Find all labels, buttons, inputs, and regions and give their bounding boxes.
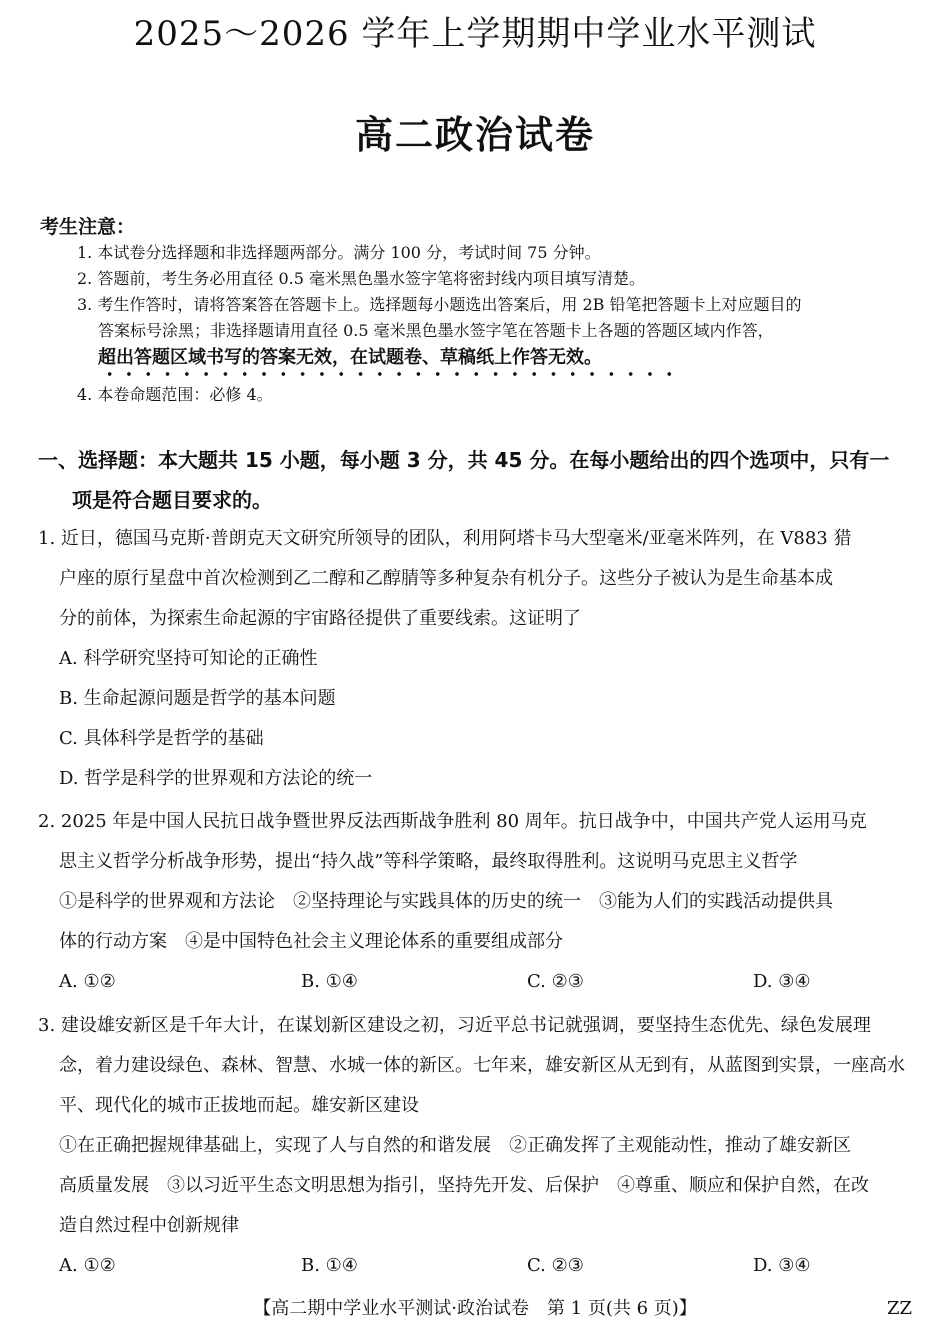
question-1-option-c: C. 具体科学是哲学的基础 [59,728,264,749]
section-heading-line2: 项是符合题目要求的。 [72,488,272,512]
question-3-stem-line1: 3. 建设雄安新区是千年大计，在谋划新区建设之初，习近平总书记就强调，要坚持生态优先、绿色发展理 [38,1015,871,1036]
question-1-option-d: D. 哲学是科学的世界观和方法论的统一 [59,768,373,789]
notice-heading: 考生注意： [40,216,136,238]
notice-item-1: 1. 本试卷分选择题和非选择题两部分。满分 100 分，考试时间 75 分钟。 [77,243,601,262]
question-1-option-b: B. 生命起源问题是哲学的基本问题 [59,688,336,709]
question-1-stem-line3: 分的前体，为探索生命起源的宇宙路径提供了重要线索。这证明了 [59,608,581,629]
question-2 [38,802,916,1002]
question-1-stem-line1: 1. 近日，德国马克斯·普朗克天文研究所领导的团队，利用阿塔卡马大型毫米/亚毫米阵列，在 V883 猎 [38,528,852,549]
question-3-option-d: D. ③④ [753,1255,811,1276]
question-2-option-c: C. ②③ [527,971,584,992]
notice-item-3-line2: 答案标号涂黑；非选择题请用直径 0.5 毫米黑色墨水签字笔在答题卡上各题的答题区域内作答， [98,321,774,340]
exam-title-subject: 高二政治试卷 [354,112,595,157]
question-2-option-d: D. ③④ [753,971,811,992]
question-1 [38,519,916,799]
emphasis-dots [100,370,680,378]
question-3-items-line3: 造自然过程中创新规律 [59,1215,239,1236]
notice-item-4: 4. 本卷命题范围：必修 4。 [77,385,273,404]
question-2-option-a: A. ①② [59,971,116,992]
notice-item-3 [77,292,917,372]
question-3-option-a: A. ①② [59,1255,116,1276]
exam-title-line1: 2025～2026 学年上学期期中学业水平测试 [133,14,817,54]
question-2-stem-line1: 2. 2025 年是中国人民抗日战争暨世界反法西斯战争胜利 80 周年。抗日战争中，中国共产党人运用马克 [38,811,867,832]
question-3-stem-line3: 平、现代化的城市正拔地而起。雄安新区建设 [59,1095,419,1116]
notice-item-3-line1: 3. 考生作答时，请将答案答在答题卡上。选择题每小题选出答案后，用 2B 铅笔把答题卡上对应题目的 [77,295,802,314]
question-3-stem-line2: 念，着力建设绿色、森林、智慧、水城一体的新区。七年来，雄安新区从无到有，从蓝图到实景，一座高水 [59,1055,905,1076]
question-2-items-line2: 体的行动方案 ④是中国特色社会主义理论体系的重要组成部分 [59,931,563,952]
notice-item-2: 2. 答题前，考生务必用直径 0.5 毫米黑色墨水签字笔将密封线内项目填写清楚。 [77,269,645,288]
question-3-options [38,1246,916,1286]
footer-code: ZZ [886,1298,912,1319]
section-heading-line1: 一、选择题：本大题共 15 小题，每小题 3 分，共 45 分。在每小题给出的四个选项中，只有一 [38,448,890,472]
section-heading [38,440,918,520]
question-3-items-line2: 高质量发展 ③以习近平生态文明思想为指引，坚持先开发、后保护 ④尊重、顺应和保护自然，在改 [59,1175,869,1196]
question-1-stem-line2: 户座的原行星盘中首次检测到乙二醇和乙醇腈等多种复杂有机分子。这些分子被认为是生命基本成 [59,568,833,589]
question-2-stem-line2: 思主义哲学分析战争形势，提出“持久战”等科学策略，最终取得胜利。这说明马克思主义哲学 [59,851,798,872]
question-1-option-a: A. 科学研究坚持可知论的正确性 [59,648,318,669]
question-3-option-b: B. ①④ [301,1255,358,1276]
question-3 [38,1006,916,1286]
question-2-options [38,962,916,1002]
question-2-items-line1: ①是科学的世界观和方法论 ②坚持理论与实践具体的历史的统一 ③能为人们的实践活动提供具 [59,891,833,912]
notice-item-3-emphasis: 超出答题区域书写的答案无效，在试题卷、草稿纸上作答无效。 [98,347,602,368]
question-3-items-line1: ①在正确把握规律基础上，实现了人与自然的和谐发展 ②正确发挥了主观能动性，推动了雄安新区 [59,1135,851,1156]
page-footer: 【高二期中学业水平测试·政治试卷 第 1 页(共 6 页)】 [253,1298,697,1319]
question-2-option-b: B. ①④ [301,971,358,992]
question-3-option-c: C. ②③ [527,1255,584,1276]
